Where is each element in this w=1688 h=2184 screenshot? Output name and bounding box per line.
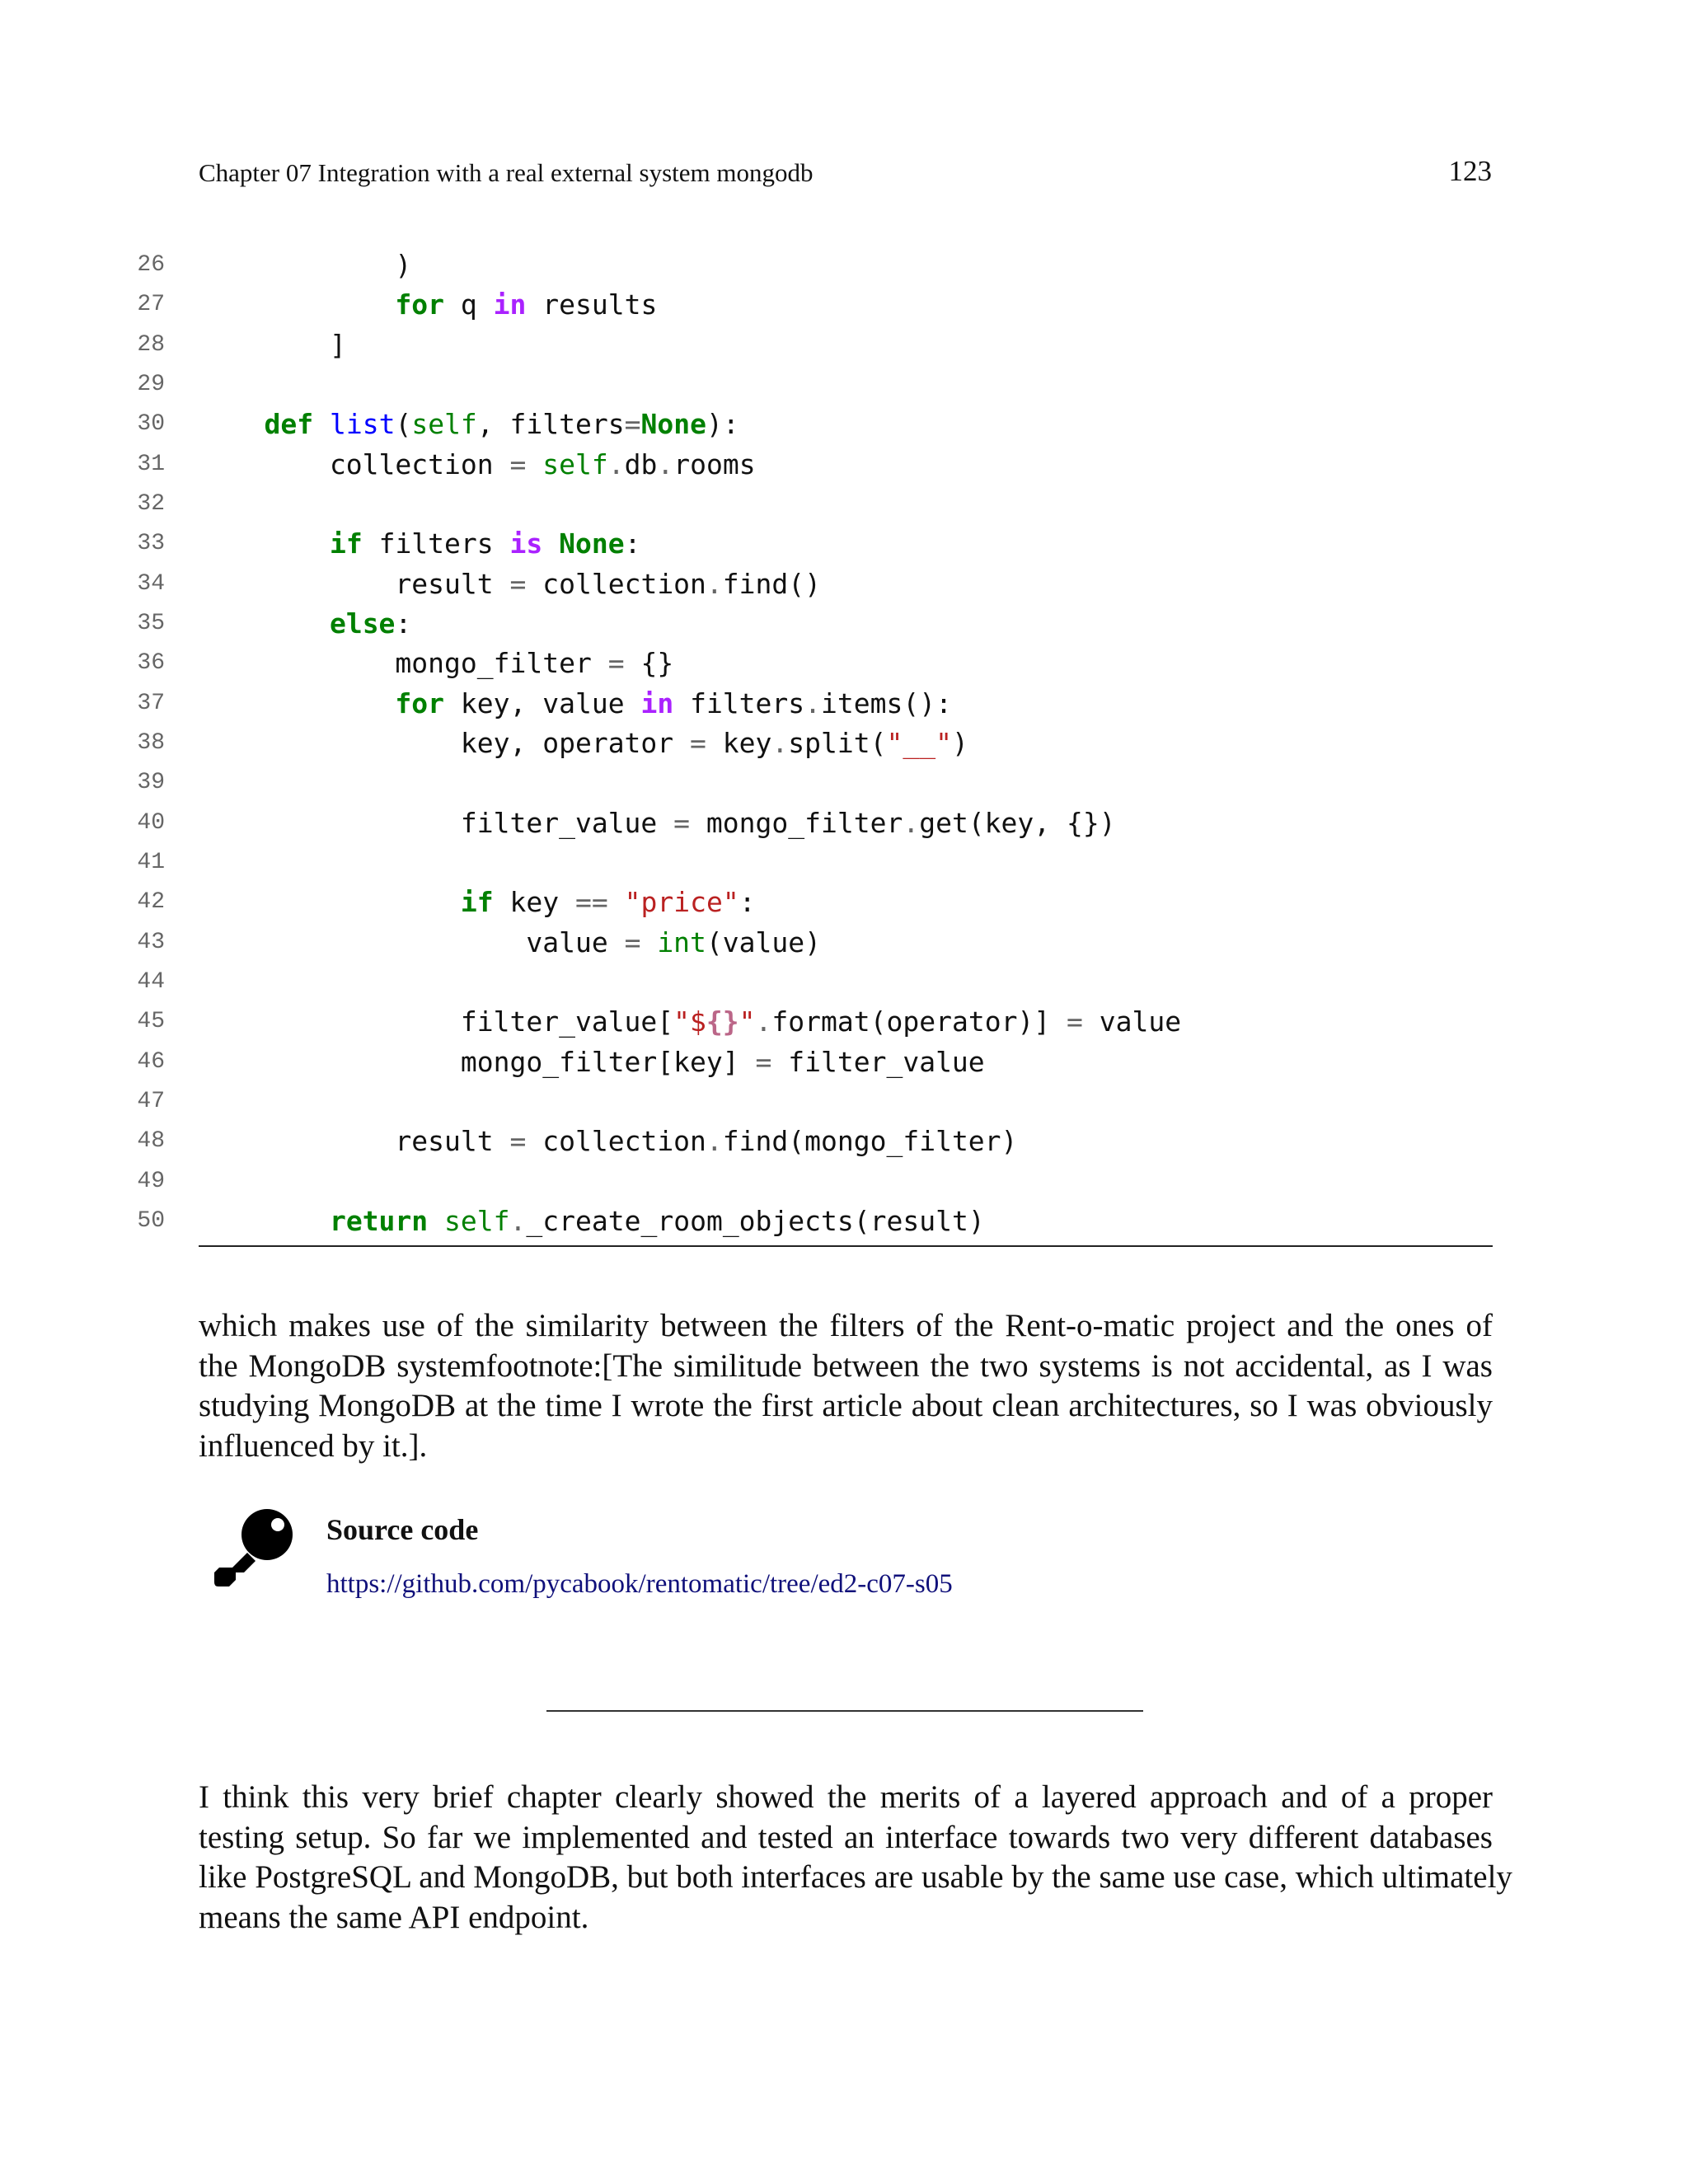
line-number: 44 bbox=[137, 968, 165, 995]
code-line bbox=[0, 883, 1500, 922]
page-number: 123 bbox=[1448, 155, 1492, 187]
code-token: : bbox=[624, 527, 641, 560]
code-line bbox=[0, 285, 1500, 325]
code-token: for bbox=[395, 687, 445, 719]
code-text bbox=[199, 565, 821, 604]
key-icon bbox=[211, 1505, 297, 1591]
code-token: ): bbox=[706, 408, 739, 441]
code-token: filters bbox=[362, 527, 510, 560]
code-text bbox=[199, 724, 968, 763]
code-token: collection bbox=[526, 567, 706, 600]
code-token: = bbox=[509, 567, 527, 600]
code-line bbox=[0, 565, 1500, 604]
code-token: : bbox=[738, 886, 756, 919]
code-token: " bbox=[738, 1005, 756, 1038]
code-token: . bbox=[706, 1125, 723, 1158]
line-number: 42 bbox=[137, 889, 165, 916]
code-token: self bbox=[444, 1204, 510, 1237]
code-token: filter_value bbox=[771, 1045, 985, 1078]
paragraph-similarity-mongodb bbox=[199, 1306, 1493, 1466]
code-token: list bbox=[329, 408, 396, 441]
code-text bbox=[199, 804, 1116, 843]
code-token: mongo_filter[key] bbox=[199, 1045, 756, 1078]
running-header-title: Chapter 07 Integration with a real external system mongodb bbox=[199, 158, 814, 187]
line-number: 33 bbox=[137, 531, 165, 557]
code-line bbox=[0, 923, 1500, 963]
paragraph-line: I think this very brief chapter clearly showed the merits of a layered approach and of a proper bbox=[199, 1779, 1493, 1815]
line-number: 45 bbox=[137, 1009, 165, 1035]
line-number: 41 bbox=[137, 849, 165, 875]
paragraph-line: means the same API endpoint. bbox=[199, 1899, 589, 1935]
line-number: 40 bbox=[137, 809, 165, 836]
code-token: = bbox=[509, 448, 527, 480]
code-token: : bbox=[395, 607, 412, 640]
paragraph-line: the MongoDB systemfootnote:[The similitude between the two systems is not accidental, as I was bbox=[199, 1347, 1493, 1384]
code-token: ) bbox=[951, 726, 968, 759]
code-line bbox=[0, 326, 1500, 365]
code-text bbox=[199, 883, 756, 922]
paragraph-line: studying MongoDB at the time I wrote the first article about clean architectures, so I was obviously bbox=[199, 1388, 1493, 1423]
code-token: . bbox=[706, 567, 723, 600]
code-token: {} bbox=[706, 1005, 739, 1038]
code-token: collection bbox=[199, 448, 510, 480]
code-token: filters bbox=[673, 687, 805, 719]
code-line bbox=[0, 724, 1500, 763]
code-token: value bbox=[1082, 1005, 1182, 1038]
code-text bbox=[199, 1043, 985, 1082]
code-line bbox=[0, 1202, 1500, 1241]
code-token: rooms bbox=[673, 448, 756, 480]
code-line bbox=[0, 684, 1500, 724]
paragraph-line: like PostgreSQL and MongoDB, but both interfaces are usable by the same use case, which ultimately bbox=[199, 1859, 1512, 1895]
code-token: ( bbox=[395, 408, 412, 441]
line-number: 38 bbox=[137, 729, 165, 756]
code-token bbox=[313, 408, 330, 440]
code-token: None bbox=[640, 408, 706, 441]
code-token: db bbox=[624, 448, 658, 480]
code-token: key, value bbox=[444, 687, 641, 719]
line-number: 47 bbox=[137, 1088, 165, 1114]
code-token: , filters bbox=[476, 408, 625, 441]
code-token bbox=[199, 408, 264, 440]
code-token: value bbox=[199, 926, 625, 958]
code-line bbox=[0, 604, 1500, 644]
code-token: . bbox=[771, 726, 789, 759]
code-token: self bbox=[542, 448, 608, 480]
code-line bbox=[0, 644, 1500, 683]
code-token: = bbox=[690, 726, 706, 759]
code-text bbox=[199, 1002, 1181, 1042]
code-token bbox=[199, 527, 330, 560]
line-number: 26 bbox=[137, 252, 165, 278]
code-token: mongo_filter bbox=[690, 806, 903, 839]
code-token: . bbox=[657, 448, 674, 480]
code-token: . bbox=[804, 687, 822, 719]
code-token: for bbox=[395, 288, 445, 321]
code-token: ] bbox=[199, 328, 346, 361]
code-text bbox=[199, 644, 673, 683]
code-token: "$ bbox=[673, 1005, 706, 1038]
code-text bbox=[199, 604, 411, 644]
section-divider bbox=[546, 1710, 1143, 1712]
line-number: 46 bbox=[137, 1048, 165, 1075]
code-token: mongo_filter bbox=[199, 647, 608, 680]
line-number: 28 bbox=[137, 331, 165, 358]
code-token: in bbox=[493, 288, 527, 321]
code-token bbox=[428, 1205, 444, 1237]
code-token bbox=[608, 886, 625, 918]
code-line bbox=[0, 963, 1500, 1002]
line-number: 31 bbox=[137, 451, 165, 477]
code-token: (value) bbox=[706, 926, 821, 958]
code-token: key bbox=[493, 886, 575, 919]
line-number: 48 bbox=[137, 1128, 165, 1155]
code-token: = bbox=[1067, 1005, 1083, 1038]
code-token: ) bbox=[199, 249, 412, 281]
code-token: in bbox=[640, 687, 674, 719]
code-line bbox=[0, 405, 1500, 444]
code-token: . bbox=[903, 806, 920, 839]
code-line bbox=[0, 843, 1500, 883]
code-token: = bbox=[607, 647, 625, 680]
paragraph-line: testing setup. So far we implemented and tested an interface towards two very different databases bbox=[199, 1819, 1493, 1855]
code-token bbox=[526, 448, 542, 480]
code-text bbox=[199, 923, 821, 963]
code-token: . bbox=[755, 1005, 772, 1038]
code-line bbox=[0, 804, 1500, 843]
line-number: 49 bbox=[137, 1168, 165, 1194]
code-token: _create_room_objects(result) bbox=[526, 1204, 985, 1237]
line-number: 29 bbox=[137, 371, 165, 397]
code-token: find() bbox=[722, 567, 822, 600]
code-token: def bbox=[264, 408, 314, 441]
code-token bbox=[199, 288, 395, 321]
code-token bbox=[199, 607, 330, 640]
code-token: key bbox=[706, 726, 772, 759]
code-text bbox=[199, 1122, 1017, 1161]
code-token: = bbox=[755, 1045, 772, 1078]
line-number: 35 bbox=[137, 610, 165, 636]
code-token bbox=[640, 926, 657, 958]
line-number: 39 bbox=[137, 770, 165, 796]
code-token bbox=[199, 1205, 330, 1237]
code-token: is bbox=[509, 527, 543, 560]
code-token: int bbox=[657, 926, 706, 958]
code-token: {} bbox=[624, 647, 674, 680]
line-number: 50 bbox=[137, 1207, 165, 1234]
code-token: key, operator bbox=[199, 726, 691, 759]
code-token bbox=[542, 527, 559, 560]
code-text bbox=[199, 246, 411, 285]
paragraph-line: influenced by it.]. bbox=[199, 1427, 428, 1464]
code-token: . bbox=[607, 448, 625, 480]
code-token: return bbox=[329, 1204, 429, 1237]
line-number: 43 bbox=[137, 929, 165, 955]
line-number: 36 bbox=[137, 650, 165, 677]
code-token: = bbox=[624, 408, 641, 441]
code-line bbox=[0, 1082, 1500, 1122]
code-token: result bbox=[199, 1125, 510, 1158]
code-token: if bbox=[329, 527, 363, 560]
code-token: q bbox=[444, 288, 494, 321]
code-token: None bbox=[559, 527, 625, 560]
code-token: find(mongo_filter) bbox=[722, 1125, 1018, 1158]
source-code-title: Source code bbox=[326, 1513, 479, 1546]
paragraph-conclusion bbox=[199, 1778, 1512, 1938]
code-token: self bbox=[411, 408, 477, 441]
code-line bbox=[0, 1162, 1500, 1202]
code-line bbox=[0, 365, 1500, 405]
code-token: get(key, {}) bbox=[919, 806, 1116, 839]
code-token: = bbox=[673, 806, 691, 839]
code-token: filter_value[ bbox=[199, 1005, 674, 1038]
code-token: split( bbox=[788, 726, 887, 759]
line-number: 32 bbox=[137, 490, 165, 517]
code-token bbox=[199, 886, 461, 918]
code-line bbox=[0, 485, 1500, 524]
code-text bbox=[199, 326, 346, 365]
code-text bbox=[199, 1202, 985, 1241]
code-line bbox=[0, 246, 1500, 285]
code-line bbox=[0, 1002, 1500, 1042]
source-code-link[interactable]: https://github.com/pycabook/rentomatic/tree/ed2-c07-s05 bbox=[326, 1569, 953, 1599]
code-token: collection bbox=[526, 1125, 706, 1158]
code-text bbox=[199, 524, 641, 564]
line-number: 30 bbox=[137, 411, 165, 438]
code-text bbox=[199, 285, 657, 325]
code-text bbox=[199, 405, 739, 444]
code-token: . bbox=[509, 1204, 527, 1237]
code-line bbox=[0, 524, 1500, 564]
code-token: = bbox=[624, 926, 641, 958]
code-token: "__" bbox=[886, 726, 952, 759]
code-token: items(): bbox=[821, 687, 952, 719]
code-token bbox=[199, 687, 395, 719]
line-number: 37 bbox=[137, 690, 165, 716]
code-line bbox=[0, 1043, 1500, 1082]
code-text bbox=[199, 684, 952, 724]
line-number: 34 bbox=[137, 570, 165, 597]
code-token: "price" bbox=[624, 886, 739, 919]
code-text bbox=[199, 445, 756, 485]
code-token: format(operator)] bbox=[771, 1005, 1067, 1038]
code-token: results bbox=[526, 288, 658, 321]
code-token: result bbox=[199, 567, 510, 600]
code-line bbox=[0, 763, 1500, 803]
code-token: == bbox=[574, 886, 608, 919]
code-listing bbox=[0, 246, 1500, 1241]
code-listing-bottom-rule bbox=[199, 1245, 1493, 1247]
code-token: filter_value bbox=[199, 806, 674, 839]
paragraph-line: which makes use of the similarity between the filters of the Rent-o-matic project and the ones of bbox=[199, 1308, 1493, 1343]
code-token: else bbox=[329, 607, 396, 640]
code-line bbox=[0, 445, 1500, 485]
code-token: if bbox=[460, 886, 494, 919]
code-token: = bbox=[509, 1125, 527, 1158]
line-number: 27 bbox=[137, 292, 165, 318]
code-line bbox=[0, 1122, 1500, 1161]
